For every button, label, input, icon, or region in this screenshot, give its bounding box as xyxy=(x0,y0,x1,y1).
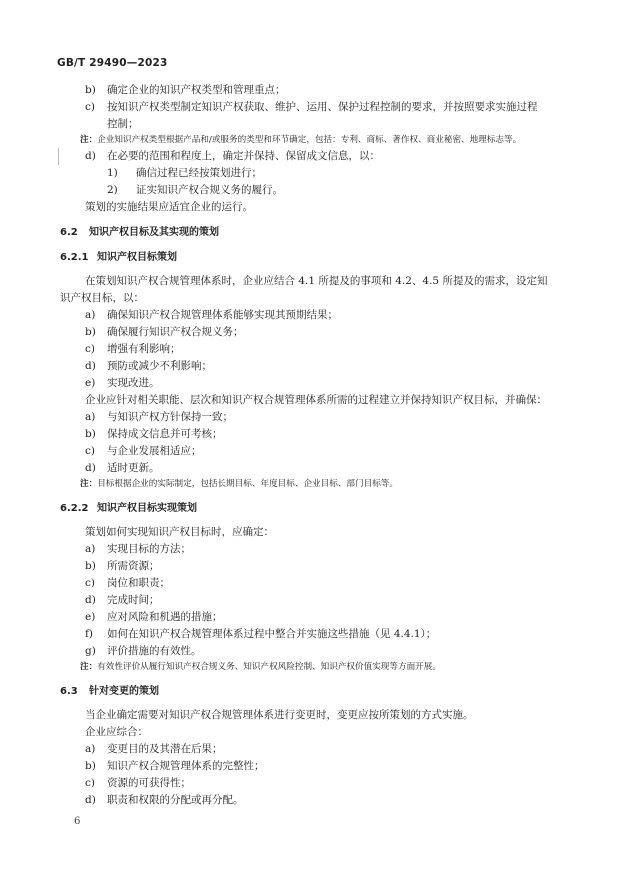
list-label: c) xyxy=(85,101,95,113)
list-text: 岗位和职责； xyxy=(107,577,170,589)
note xyxy=(60,660,580,675)
list-text: 增强有利影响； xyxy=(107,343,181,355)
note xyxy=(60,477,580,492)
paragraph: 企业应综合： xyxy=(85,726,148,738)
list-label: b) xyxy=(85,560,96,572)
list-text: 与企业发展相适应； xyxy=(107,445,202,457)
list-item xyxy=(60,426,580,443)
list-label: d) xyxy=(85,150,96,162)
list-text: 预防或减少不利影响； xyxy=(107,360,212,372)
list-item xyxy=(60,409,580,426)
list-label: g) xyxy=(85,645,96,657)
page-number: 6 xyxy=(74,816,81,827)
list-label: b) xyxy=(85,428,96,440)
list-label: d) xyxy=(85,794,96,806)
sub-list-text: 确信过程已经按策划进行； xyxy=(136,167,262,179)
note-label: 注： xyxy=(80,135,98,145)
list-item xyxy=(60,324,580,341)
list-item xyxy=(60,775,580,792)
change-planning-list xyxy=(60,741,580,809)
section-number: 6.3 xyxy=(60,686,78,697)
paragraph: 在策划知识产权合规管理体系时，企业应结合 4.1 所提及的事项和 4.2、4.5 所提及的需求，设定知 xyxy=(85,275,548,287)
list-text: 实现改进。 xyxy=(107,377,160,389)
note xyxy=(60,133,580,148)
list-text: 确定企业的知识产权类型和管理重点； xyxy=(107,84,286,96)
list-text: 应对风险和机遇的措施； xyxy=(107,611,223,623)
section-heading xyxy=(60,224,580,241)
objective-list xyxy=(60,307,580,392)
list-text: 与知识产权方针保持一致； xyxy=(107,411,233,423)
list-item xyxy=(60,609,580,626)
list-text: 知识产权合规管理体系的完整性； xyxy=(107,760,265,772)
list-item xyxy=(60,741,580,758)
list-text: 实现目标的方法； xyxy=(107,543,191,555)
subsection-number: 6.2.1 xyxy=(60,252,89,263)
list-text: 职责和权限的分配或再分配。 xyxy=(107,794,244,806)
list-text-continuation: 控制； xyxy=(107,118,139,130)
paragraph: 策划的实施结果应适宜企业的运行。 xyxy=(85,201,253,213)
subsection-heading xyxy=(60,500,580,517)
standard-code: GB/T 29490—2023 xyxy=(57,57,168,69)
section-title: 知识产权目标及其实现的策划 xyxy=(89,227,219,238)
list-item xyxy=(60,558,580,575)
list-item xyxy=(60,575,580,592)
list-item xyxy=(60,758,580,775)
list-item xyxy=(60,643,580,660)
list-item xyxy=(60,341,580,358)
paragraph-continuation: 识产权目标，以： xyxy=(60,292,144,304)
list-text: 变更目的及其潜在后果； xyxy=(107,743,223,755)
note-label: 注： xyxy=(80,479,98,489)
list-label: c) xyxy=(85,445,95,457)
list-label: d) xyxy=(85,462,96,474)
note-text: 企业知识产权类型根据产品和/或服务的类型和环节确定，包括：专利、商标、著作权、商业秘密、地理标志等。 xyxy=(97,135,522,145)
note-text: 目标根据企业的实际制定，包括长期目标、年度目标、企业目标、部门目标等。 xyxy=(97,479,398,489)
list-item xyxy=(60,375,580,392)
subsection-heading xyxy=(60,249,580,266)
list-item xyxy=(60,626,580,643)
list-item xyxy=(60,541,580,558)
list-label: c) xyxy=(85,777,95,789)
list-label: d) xyxy=(85,360,96,372)
list-item xyxy=(60,99,580,133)
list-label: b) xyxy=(85,760,96,772)
list-item xyxy=(60,307,580,324)
subsection-title: 知识产权目标策划 xyxy=(97,252,177,263)
list-label: b) xyxy=(85,326,96,338)
list-item xyxy=(60,792,580,809)
section-heading xyxy=(60,683,580,700)
note-label: 注： xyxy=(80,662,98,672)
document-body xyxy=(60,82,580,809)
paragraph: 企业应针对相关职能、层次和知识产权合规管理体系所需的过程建立并保持知识产权目标，并确保： xyxy=(85,394,547,406)
list-text: 在必要的范围和程度上，确定并保持、保留成文信息，以： xyxy=(107,150,380,162)
list-text: 确保知识产权合规管理体系能够实现其预期结果； xyxy=(107,309,338,321)
list-label: e) xyxy=(85,611,96,623)
list-label: a) xyxy=(85,743,96,755)
list-label: c) xyxy=(85,343,95,355)
list-item xyxy=(60,358,580,375)
list-label: a) xyxy=(85,543,96,555)
list-text: 如何在知识产权合规管理体系过程中整合并实施这些措施（见 4.4.1）； xyxy=(107,628,437,640)
objective-requirement-list xyxy=(60,409,580,477)
list-label: a) xyxy=(85,411,96,423)
list-label: b) xyxy=(85,84,96,96)
list-label: a) xyxy=(85,309,96,321)
planning-list xyxy=(60,541,580,660)
paragraph: 当企业确定需要对知识产权合规管理体系进行变更时，变更应按所策划的方式实施。 xyxy=(85,709,474,721)
sub-list-label: 2) xyxy=(107,184,118,196)
list-text: 确保履行知识产权合规义务； xyxy=(107,326,244,338)
note-text: 有效性评价从履行知识产权合规义务、知识产权风险控制、知识产权价值实现等方面开展。 xyxy=(97,662,441,672)
subsection-number: 6.2.2 xyxy=(60,503,89,514)
list-item xyxy=(60,592,580,609)
list-label: e) xyxy=(85,377,96,389)
sub-list-item xyxy=(60,165,580,182)
list-label: d) xyxy=(85,594,96,606)
list-label: f) xyxy=(85,628,93,640)
section-number: 6.2 xyxy=(60,227,78,238)
list-item xyxy=(60,443,580,460)
list-text: 适时更新。 xyxy=(107,462,160,474)
sub-list-item xyxy=(60,182,580,199)
list-text: 保持成文信息并可考核； xyxy=(107,428,223,440)
sub-list-label: 1) xyxy=(107,167,118,179)
list-text: 评价措施的有效性。 xyxy=(107,645,202,657)
list-item xyxy=(60,460,580,477)
list-label: c) xyxy=(85,577,95,589)
list-text: 完成时间； xyxy=(107,594,160,606)
subsection-title: 知识产权目标实现策划 xyxy=(97,503,197,514)
list-item xyxy=(60,148,580,165)
list-text: 按知识产权类型制定知识产权获取、维护、运用、保护过程控制的要求，并按照要求实施过程 xyxy=(107,101,538,113)
list-text: 所需资源； xyxy=(107,560,160,572)
revision-bar xyxy=(58,148,59,165)
section-title: 针对变更的策划 xyxy=(89,686,159,697)
paragraph: 策划如何实现知识产权目标时，应确定： xyxy=(85,526,274,538)
sub-list-text: 证实知识产权合规义务的履行。 xyxy=(136,184,283,196)
list-item xyxy=(60,82,580,99)
list-text: 资源的可获得性； xyxy=(107,777,191,789)
